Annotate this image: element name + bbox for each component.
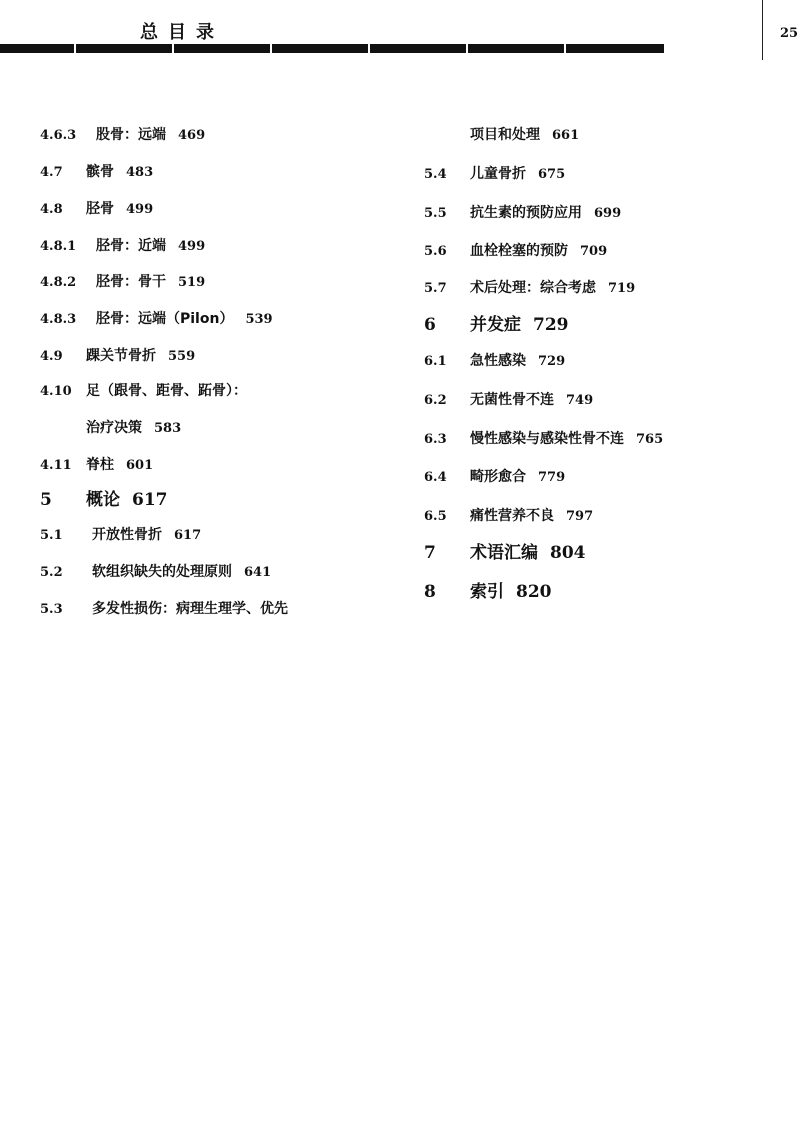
toc-entry-page: 709 — [580, 244, 608, 259]
toc-entry-number: 5.5 — [424, 206, 447, 221]
toc-entry-title: 儿童骨折 — [470, 166, 526, 182]
toc-entry-page: 729 — [533, 315, 569, 335]
toc-entry-number: 4.8.2 — [40, 275, 77, 290]
header-rule-gap — [564, 44, 566, 53]
toc-entry[interactable] — [40, 309, 400, 330]
toc-right-column — [424, 125, 804, 603]
toc-entry[interactable] — [40, 599, 400, 620]
toc-entry-title: 痛性营养不良 — [470, 508, 554, 524]
toc-entry-page: 583 — [154, 421, 182, 436]
toc-left-column — [40, 125, 400, 620]
toc-entry[interactable] — [424, 429, 804, 450]
toc-entry-title: 胫骨：近端 — [96, 238, 166, 254]
toc-entry-number: 4.6.3 — [40, 128, 77, 143]
toc-entry-page: 675 — [538, 167, 566, 182]
toc-entry-page: 729 — [538, 354, 566, 369]
page-divider — [762, 0, 763, 60]
header-rule-gap — [270, 44, 272, 53]
toc-entry-number: 6.1 — [424, 354, 447, 369]
toc-entry-page: 804 — [550, 543, 586, 563]
toc-entry-title: 术后处理：综合考虑 — [470, 280, 596, 296]
toc-entry-title: 开放性骨折 — [92, 527, 162, 543]
toc-entry[interactable] — [424, 241, 804, 262]
toc-entry-title: 概论 — [86, 490, 120, 510]
toc-entry[interactable] — [40, 455, 400, 476]
toc-entry-number: 4.11 — [40, 458, 72, 473]
toc-entry[interactable] — [424, 203, 804, 224]
header-rule — [0, 44, 664, 53]
toc-entry-title: 畸形愈合 — [470, 469, 526, 485]
toc-entry-page: 719 — [608, 281, 636, 296]
toc-entry[interactable] — [40, 236, 400, 257]
toc-entry-number: 6.2 — [424, 393, 447, 408]
toc-entry-page: 519 — [178, 275, 206, 290]
toc-entry-title: 急性感染 — [470, 353, 526, 369]
toc-entry-title: 踝关节骨折 — [86, 348, 156, 364]
toc-entry-number: 4.9 — [40, 349, 63, 364]
toc-entry-number: 4.8.1 — [40, 239, 77, 254]
toc-entry-number: 5.7 — [424, 281, 447, 296]
toc-entry-number: 7 — [424, 543, 436, 563]
toc-entry[interactable] — [40, 346, 400, 367]
page-number: 25 — [780, 26, 799, 41]
toc-entry-page: 699 — [594, 206, 622, 221]
toc-entry[interactable] — [40, 199, 400, 220]
toc-entry-number: 5.4 — [424, 167, 447, 182]
toc-entry-page: 661 — [552, 128, 580, 143]
toc-entry-page: 797 — [566, 509, 594, 524]
toc-entry-title: 术语汇编 — [470, 543, 538, 563]
toc-entry-number: 6.5 — [424, 509, 447, 524]
toc-entry-title: 项目和处理 — [470, 127, 540, 143]
toc-entry[interactable] — [40, 125, 400, 146]
header-rule-gap — [466, 44, 468, 53]
toc-entry-page: 483 — [126, 165, 154, 180]
toc-entry[interactable] — [424, 164, 804, 185]
toc-entry[interactable] — [424, 506, 804, 527]
toc-entry-number: 5.2 — [40, 565, 63, 580]
toc-entry-page: 765 — [636, 432, 664, 447]
toc-entry-number: 5.1 — [40, 528, 63, 543]
toc-entry-title: 抗生素的预防应用 — [470, 205, 582, 221]
header-rule-gap — [74, 44, 76, 53]
toc-entry-continuation[interactable] — [40, 418, 400, 439]
toc-entry-title: 胫骨：远端（Pilon） — [96, 311, 234, 327]
toc-chapter-entry[interactable] — [40, 490, 400, 511]
toc-entry-page: 469 — [178, 128, 206, 143]
toc-entry-number: 8 — [424, 582, 436, 602]
toc-entry-page: 617 — [132, 490, 168, 510]
header-rule-gap — [368, 44, 370, 53]
toc-entry-number: 6.4 — [424, 470, 447, 485]
toc-entry[interactable] — [40, 381, 400, 402]
toc-entry-continuation[interactable] — [424, 125, 804, 146]
toc-entry-title: 胫骨 — [86, 201, 114, 217]
toc-entry-number: 5 — [40, 490, 52, 510]
toc-entry-title: 脊柱 — [86, 457, 114, 473]
toc-entry[interactable] — [40, 162, 400, 183]
toc-entry-page: 641 — [244, 565, 272, 580]
toc-entry[interactable] — [424, 467, 804, 488]
toc-entry-number: 4.8.3 — [40, 312, 77, 327]
toc-entry-title: 股骨：远端 — [96, 127, 166, 143]
toc-entry-title: 治疗决策 — [86, 420, 142, 436]
toc-entry[interactable] — [40, 272, 400, 293]
toc-entry-number: 4.10 — [40, 384, 72, 399]
toc-chapter-entry[interactable] — [424, 582, 804, 603]
toc-entry-number: 4.8 — [40, 202, 63, 217]
toc-entry-page: 559 — [168, 349, 196, 364]
toc-entry-page: 617 — [174, 528, 202, 543]
toc-entry-page: 499 — [178, 239, 206, 254]
header-title: 总目录 — [140, 22, 224, 43]
toc-entry-page: 539 — [245, 312, 273, 327]
toc-entry-number: 5.3 — [40, 602, 63, 617]
toc-entry-title: 索引 — [470, 582, 504, 602]
toc-entry-page: 601 — [126, 458, 154, 473]
toc-entry-page: 779 — [538, 470, 566, 485]
toc-entry[interactable] — [40, 562, 400, 583]
toc-entry-page: 820 — [516, 582, 552, 602]
toc-entry-title: 无菌性骨不连 — [470, 392, 554, 408]
toc-entry-title: 慢性感染与感染性骨不连 — [470, 431, 624, 447]
toc-entry-title: 多发性损伤：病理生理学、优先 — [92, 601, 288, 617]
toc-entry-title: 软组织缺失的处理原则 — [92, 564, 232, 580]
toc-entry[interactable] — [40, 525, 400, 546]
toc-entry[interactable] — [424, 390, 804, 411]
toc-entry-page: 499 — [126, 202, 154, 217]
toc-entry-title: 并发症 — [470, 315, 521, 335]
toc-entry-number: 6.3 — [424, 432, 447, 447]
toc-entry[interactable] — [424, 278, 804, 299]
toc-entry-title: 足（跟骨、距骨、跖骨）： — [86, 383, 247, 399]
toc-entry-title: 髌骨 — [86, 164, 114, 180]
toc-entry-page: 749 — [566, 393, 594, 408]
toc-entry-number: 5.6 — [424, 244, 447, 259]
toc-chapter-entry[interactable] — [424, 315, 804, 336]
toc-entry-number: 6 — [424, 315, 436, 335]
toc-chapter-entry[interactable] — [424, 543, 804, 564]
header-rule-gap — [172, 44, 174, 53]
toc-entry-number: 4.7 — [40, 165, 63, 180]
toc-entry-title: 血栓栓塞的预防 — [470, 243, 568, 259]
toc-entry-title: 胫骨：骨干 — [96, 274, 166, 290]
toc-entry[interactable] — [424, 351, 804, 372]
